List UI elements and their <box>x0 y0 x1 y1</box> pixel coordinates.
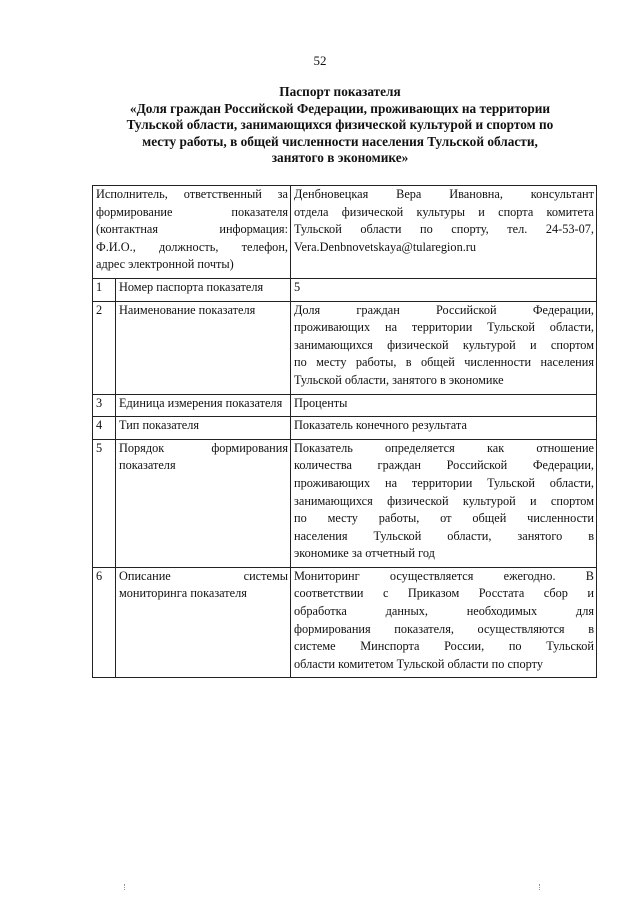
row-number: 3 <box>93 394 116 417</box>
executor-value-line: отдела физической культуры и спорта комитета <box>294 204 594 219</box>
row-name: Тип показателя <box>116 417 291 440</box>
table-row <box>93 439 597 567</box>
row-value-line: занимающихся физической культурой и спортом <box>294 337 594 352</box>
row-name: Описание системы мониторинга показателя <box>116 567 291 678</box>
row-value-cell <box>291 439 597 567</box>
document-title <box>60 84 620 167</box>
row-value-line: Мониторинг осуществляется ежегодно. В <box>294 568 594 583</box>
executor-label-line: (контактная информация: <box>96 222 288 237</box>
title-line: Тульской области, занимающихся физической культурой и спортом по <box>126 117 554 133</box>
row-value-line: Тульской области, занятого в экономике <box>294 372 504 387</box>
row-value-line: соответствии с Приказом Росстата сбор и <box>294 586 594 601</box>
row-value-cell <box>291 394 597 417</box>
row-value-line: формирования показателя, осуществляются в <box>294 621 594 636</box>
row-number: 5 <box>93 439 116 567</box>
row-value-line: области комитетом Тульской области по спорту <box>294 656 543 671</box>
row-value-line: по месту работы, от общей численности <box>294 511 594 526</box>
title-line: занятого в экономике» <box>271 150 409 166</box>
table-row <box>93 567 597 678</box>
row-number: 1 <box>93 278 116 301</box>
executor-email: Vera.Denbnovetskaya@tularegion.ru <box>294 239 477 254</box>
executor-value-cell <box>291 186 597 279</box>
page-number: 52 <box>313 53 327 68</box>
row-value-cell <box>291 301 597 394</box>
title-line: месту работы, в общей численности населения Тульской области, <box>142 133 538 149</box>
table-row <box>93 301 597 394</box>
executor-value-line: Тульской области по спорту, тел. 24-53-07, <box>294 222 594 237</box>
row-value-line: проживающих на территории Тульской области, <box>294 475 594 490</box>
row-number: 4 <box>93 417 116 440</box>
row-name: Наименование показателя <box>116 301 291 394</box>
row-value-cell <box>291 278 597 301</box>
row-value-line: Проценты <box>294 395 348 410</box>
row-name: Порядок формирования показателя <box>116 439 291 567</box>
row-value-line: системе Минспорта России, по Тульской <box>294 639 594 654</box>
row-name: Номер паспорта показателя <box>116 278 291 301</box>
row-value-line: Показатель конечного результата <box>294 418 467 433</box>
scan-mark <box>539 884 541 890</box>
row-value-line: обработка данных, необходимых для <box>294 604 594 619</box>
executor-label-line: формирование показателя <box>96 204 288 219</box>
executor-value-line: Денбновецкая Вера Ивановна, консультант <box>294 187 594 201</box>
row-name: Единица измерения показателя <box>116 394 291 417</box>
row-value-line: Показатель определяется как отношение <box>294 440 594 455</box>
row-value-cell <box>291 567 597 678</box>
row-value-line: занимающихся физической культурой и спортом <box>294 493 594 508</box>
executor-label-cell <box>93 186 291 279</box>
executor-label-line: адрес электронной почты) <box>96 257 234 272</box>
row-value-line: по месту работы, в общей численности населения <box>294 355 594 370</box>
row-value-line: экономике за отчетный год <box>294 546 435 561</box>
row-value-cell <box>291 417 597 440</box>
row-value-line: населения Тульской области, занятого в <box>294 528 594 543</box>
row-value-line: Доля граждан Российской Федерации, <box>294 302 594 317</box>
title-line: «Доля граждан Российской Федерации, проживающих на территории <box>129 100 551 116</box>
title-line: Паспорт показателя <box>279 84 401 99</box>
row-value-line: проживающих на территории Тульской области, <box>294 320 594 335</box>
header-row <box>93 186 597 279</box>
row-number: 6 <box>93 567 116 678</box>
row-value-line: количества граждан Российской Федерации, <box>294 458 594 473</box>
executor-label-line: Исполнитель, ответственный за <box>96 187 288 201</box>
table-row <box>93 417 597 440</box>
row-value-line: 5 <box>294 279 301 294</box>
table-row <box>93 394 597 417</box>
executor-label-line: Ф.И.О., должность, телефон, <box>96 239 288 254</box>
row-number: 2 <box>93 301 116 394</box>
table-row <box>93 278 597 301</box>
passport-table <box>92 185 597 678</box>
scan-mark <box>124 884 126 890</box>
